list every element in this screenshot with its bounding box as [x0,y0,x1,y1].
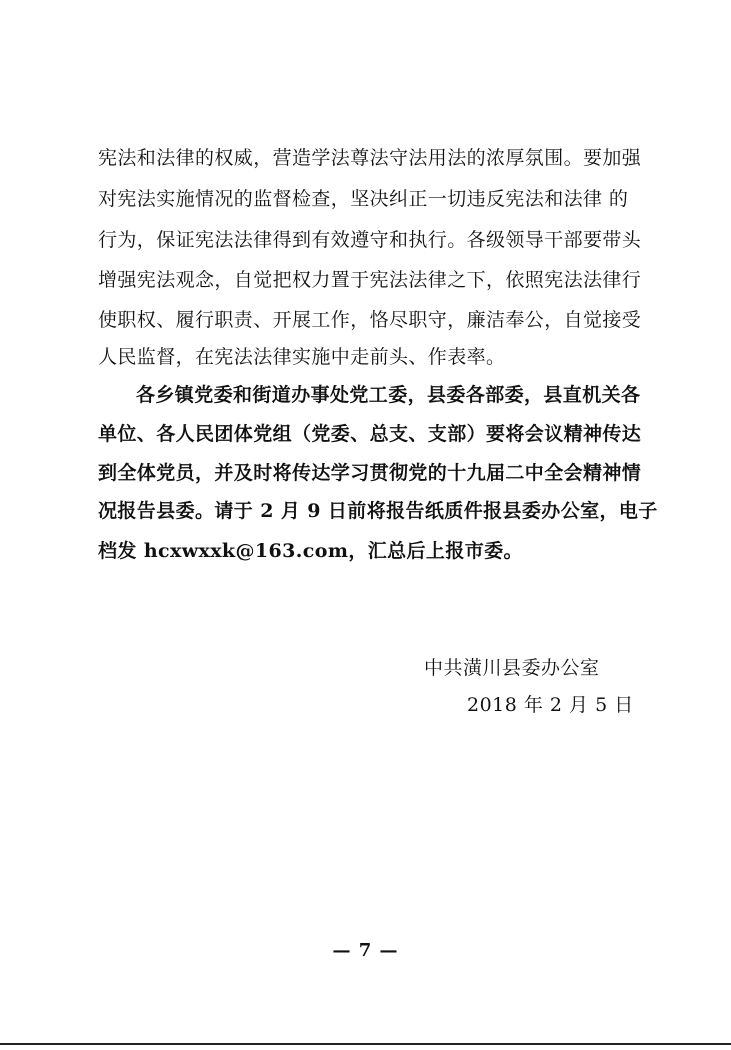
signature-organization: 中共潢川县委办公室 [424,657,600,679]
signature-date: 2018 年 2 月 5 日 [467,694,634,716]
paragraph-line: 行为，保证宪法法律得到有效遵守和执行。各级领导干部要带头 [98,229,642,251]
paragraph-line: 人民监督，在宪法法律实施中走前头、作表率。 [98,346,506,368]
page-bottom-divider [0,1043,731,1045]
paragraph-line: 对宪法实施情况的监督检查，坚决纠正一切违反宪法和法律 的 [98,188,629,210]
paragraph-line: 单位、各人民团体党组（党委、总支、支部）要将会议精神传达 [98,423,642,445]
paragraph-line: 各乡镇党委和街道办事处党工委，县委各部委，县直机关各 [136,384,641,406]
paragraph-line: 宪法和法律的权威，营造学法尊法守法用法的浓厚氛围。要加强 [98,147,642,169]
page-number: — 7 — [332,940,399,961]
paragraph-line: 增强宪法观念，自觉把权力置于宪法法律之下，依照宪法法律行 [98,269,642,291]
paragraph-line: 使职权、履行职责、开展工作，恪尽职守，廉洁奉公，自觉接受 [98,309,642,331]
paragraph-line: 档发 hcxwxxk@163.com，汇总后上报市委。 [98,540,523,562]
paragraph-line: 到全体党员，并及时将传达学习贯彻党的十九届二中全会精神情 [98,462,642,484]
paragraph-line: 况报告县委。请于 2 月 9 日前将报告纸质件报县委办公室，电子 [98,500,658,522]
